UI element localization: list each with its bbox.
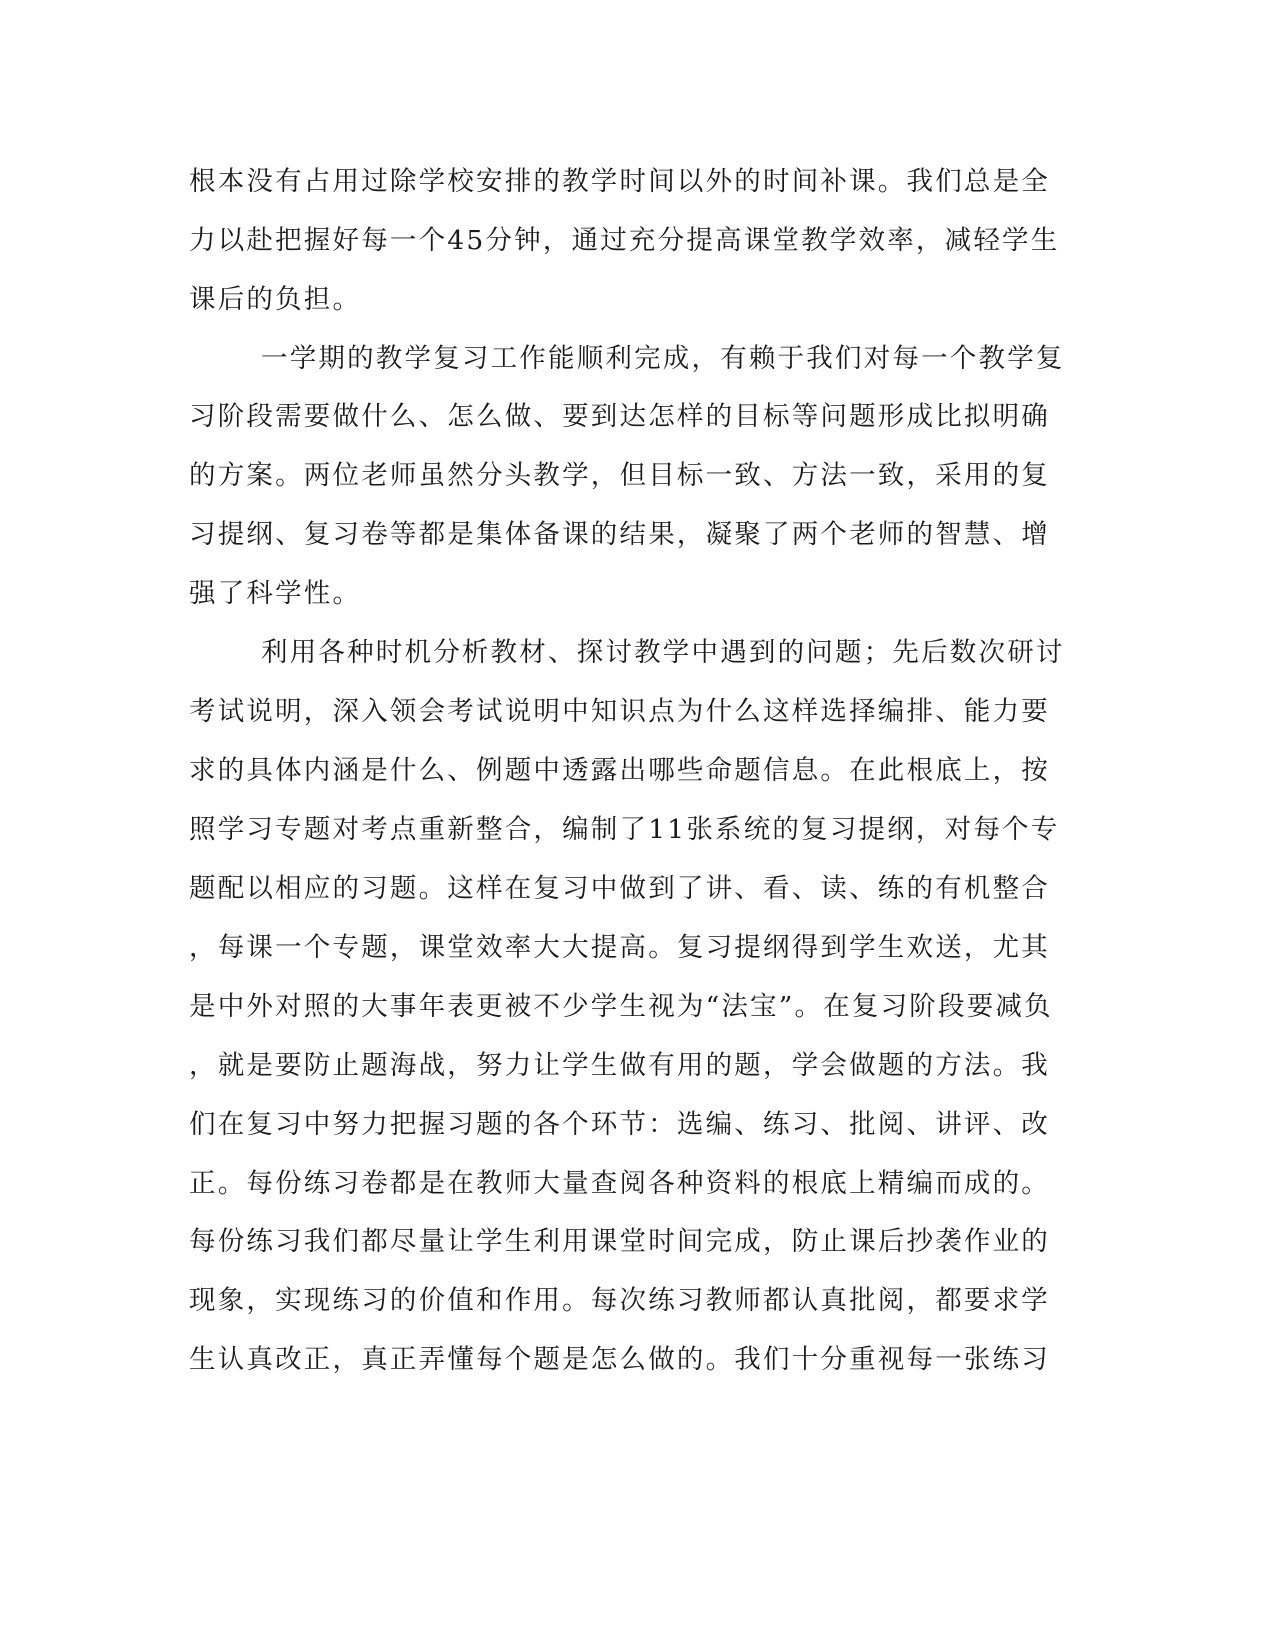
text-line: 强了科学性。 <box>189 578 362 609</box>
text-line: 课后的负担。 <box>189 284 362 315</box>
text-line: 习提纲、复习卷等都是集体备课的结果，凝聚了两个老师的智慧、增 <box>189 519 1050 550</box>
text-line: 根本没有占用过除学校安排的教学时间以外的时间补课。我们总是全 <box>189 166 1050 197</box>
text-line: 们在复习中努力把握习题的各个环节：选编、练习、批阅、讲评、改 <box>189 1109 1050 1140</box>
text-line: 正。每份练习卷都是在教师大量查阅各种资料的根底上精编而成的。 <box>189 1168 1050 1199</box>
paragraph-start-line: 利用各种时机分析教材、探讨教学中遇到的问题；先后数次研讨 <box>261 637 1065 668</box>
text-line: 是中外对照的大事年表更被不少学生视为“法宝”。在复习阶段要减负 <box>189 991 1053 1022</box>
text-line: 每份练习我们都尽量让学生利用课堂时间完成，防止课后抄袭作业的 <box>189 1226 1050 1257</box>
paragraph-start-line: 一学期的教学复习工作能顺利完成，有赖于我们对每一个教学复 <box>261 343 1065 374</box>
text-line: 力以赴把握好每一个45分钟，通过充分提高课堂教学效率，减轻学生 <box>189 225 1060 256</box>
text-line: 生认真改正，真正弄懂每个题是怎么做的。我们十分重视每一张练习 <box>189 1344 1050 1375</box>
text-line: 照学习专题对考点重新整合，编制了11张系统的复习提纲，对每个专 <box>189 814 1060 845</box>
text-line: 题配以相应的习题。这样在复习中做到了讲、看、读、练的有机整合 <box>189 873 1050 904</box>
text-line: ，就是要防止题海战，努力让学生做有用的题，学会做题的方法。我 <box>189 1050 1050 1081</box>
text-line: 习阶段需要做什么、怎么做、要到达怎样的目标等问题形成比拟明确 <box>189 401 1050 432</box>
text-line: 考试说明，深入领会考试说明中知识点为什么这样选择编排、能力要 <box>189 696 1050 727</box>
text-line: ，每课一个专题，课堂效率大大提高。复习提纲得到学生欢送，尤其 <box>189 932 1050 963</box>
text-line: 现象，实现练习的价值和作用。每次练习教师都认真批阅，都要求学 <box>189 1285 1050 1316</box>
text-line: 求的具体内涵是什么、例题中透露出哪些命题信息。在此根底上，按 <box>189 755 1050 786</box>
text-line: 的方案。两位老师虽然分头教学，但目标一致、方法一致，采用的复 <box>189 460 1050 491</box>
